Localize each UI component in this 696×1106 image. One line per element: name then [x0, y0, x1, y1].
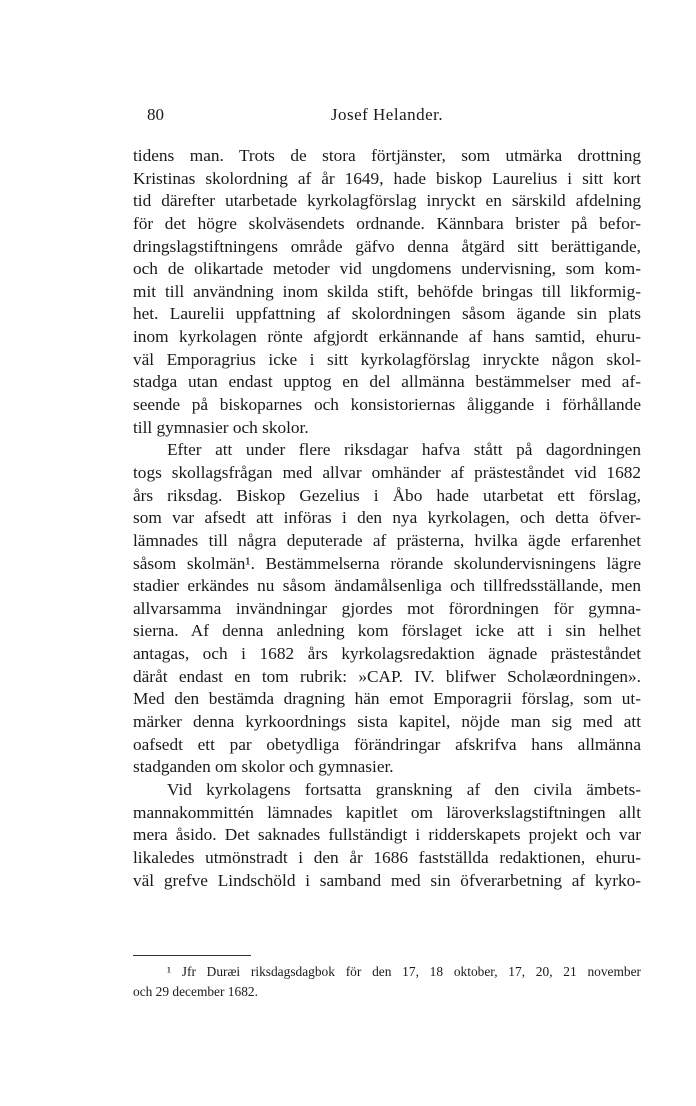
text-line: för det högre skolväsendets ordnande. Kännbara brister på befor-: [133, 213, 641, 233]
page-number: 80: [147, 105, 164, 124]
text-line: het. Laurelii uppfattning af skolordningen såsom ägande sin plats: [133, 304, 641, 324]
text-line: väl Emporagrius icke i sitt kyrkolagförslag inryckte någon skol-: [133, 349, 641, 369]
text-line: seende på biskoparnes och konsistoriernas åliggande i förhållande: [133, 395, 641, 415]
text-line: Kristinas skolordning af år 1649, hade biskop Laurelius i sitt kort: [133, 168, 641, 188]
text-line: mit till användning inom skilda stift, behöfde bringas till likformig-: [133, 281, 641, 301]
text-line: Med den bestämda dragning hän emot Emporagrii förslag, som ut-: [133, 689, 641, 709]
paragraph: [133, 145, 641, 439]
text-line: oafsedt ett par obetydliga förändringar afskrifva hans allmänna: [133, 734, 641, 754]
text-line: väl grefve Lindschöld i samband med sin öfverarbetning af kyrko-: [133, 870, 641, 890]
text-line: Efter att under flere riksdagar hafva stått på dagordningen: [167, 440, 641, 460]
text-line: inom kyrkolagen rönte afgjordt erkännande af hans samtid, ehuru-: [133, 327, 641, 347]
text-line: likaledes utmönstradt i den år 1686 fastställda redaktionen, ehuru-: [133, 847, 641, 867]
text-line: stadganden om skolor och gymnasier.: [133, 757, 394, 777]
body-text: [133, 145, 641, 892]
text-line: märker denna kyrkoordnings sista kapitel, nöjde man sig med att: [133, 712, 641, 732]
footnote-line: och 29 december 1682.: [133, 984, 258, 999]
text-line: lämnades till några deputerade af prästerna, hvilka ägde erfarenhet: [133, 530, 641, 550]
running-title: Josef Helander.: [330, 105, 444, 124]
text-line: tidens man. Trots de stora förtjänster, som utmärka drottning: [133, 146, 641, 165]
text-line: allvarsamma invändningar gjordes mot förordningen för gymna-: [133, 598, 641, 618]
text-line: Vid kyrkolagens fortsatta granskning af den civila ämbets-: [167, 779, 641, 799]
text-line: och de olikartade metoder vid ungdomens undervisning, som kom-: [133, 259, 641, 279]
footnotes: [133, 962, 641, 1002]
footnote-divider: [133, 955, 251, 956]
text-line: dringslagstiftningens område gäfvo denna åtgärd sitt berättigande,: [133, 236, 641, 256]
text-line: till gymnasier och skolor.: [133, 417, 309, 437]
text-line: sierna. Af denna anledning kom förslaget icke att i sin helhet: [133, 621, 641, 641]
text-line: togs skollagsfrågan med allvar omhänder af prästeståndet vid 1682: [133, 462, 641, 482]
text-line: tid därefter utarbetade kyrkolagförslag inryckt en särskild afdelning: [133, 191, 641, 211]
text-line: mera åsido. Det saknades fullständigt i ridderskapets projekt och var: [133, 825, 641, 845]
paragraph: [133, 779, 641, 892]
text-line: stadga utan endast upptog en del allmänna bestämmelser med af-: [133, 372, 641, 392]
text-line: mannakommittén lämnades kapitlet om läroverkslagstiftningen allt: [133, 802, 641, 822]
text-line: såsom skolmän¹. Bestämmelserna rörande skolundervisningens lägre: [133, 553, 641, 573]
paragraph: [133, 439, 641, 779]
text-line: antagas, och i 1682 års kyrkolagsredaktion ägnade prästeståndet: [133, 644, 641, 664]
footnote-line: ¹ Jfr Duræi riksdagsdagbok för den 17, 18 oktober, 17, 20, 21 november: [167, 964, 641, 979]
text-line: som var afsedt att införas i den nya kyrkolagen, och detta öfver-: [133, 508, 641, 528]
text-line: däråt endast en tom rubrik: »CAP. IV. blifwer Scholæordningen».: [133, 666, 641, 686]
page-header: [133, 105, 641, 131]
text-line: års riksdag. Biskop Gezelius i Åbo hade utarbetat ett förslag,: [133, 485, 641, 505]
text-line: stadier erkändes nu såsom ändamålsenliga och tillfredsställande, men: [133, 576, 641, 596]
